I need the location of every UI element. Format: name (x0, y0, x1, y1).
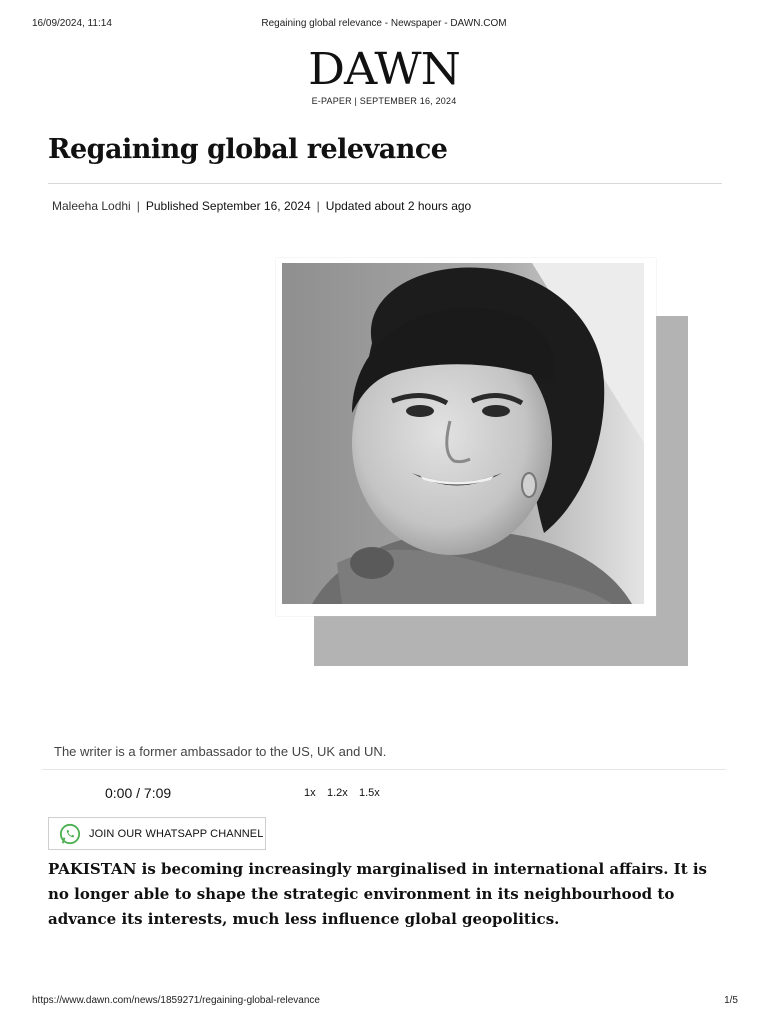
whatsapp-label: JOIN OUR WHATSAPP CHANNEL (89, 827, 264, 840)
edition-date: E-PAPER | SEPTEMBER 16, 2024 (311, 96, 457, 106)
headline-divider (48, 183, 722, 184)
speed-1.2x-button[interactable]: 1.2x (327, 787, 348, 799)
masthead (0, 44, 768, 106)
byline (52, 199, 471, 213)
audio-time: 0:00 / 7:09 (105, 785, 172, 801)
speed-1.5x-button[interactable]: 1.5x (359, 787, 380, 799)
whatsapp-icon (59, 823, 81, 845)
caption-divider (42, 769, 726, 770)
byline-separator: | (316, 199, 320, 213)
byline-separator: | (136, 199, 140, 213)
print-datetime: 16/09/2024, 11:14 (32, 18, 112, 29)
author-photo (282, 263, 644, 604)
audio-player (0, 785, 768, 805)
photo-shadow (655, 316, 688, 666)
print-url: https://www.dawn.com/news/1859271/regaining-global-relevance (32, 995, 320, 1006)
updated-time: Updated about 2 hours ago (325, 199, 472, 213)
speed-1x-button[interactable]: 1x (304, 787, 316, 799)
photo-frame (276, 258, 656, 616)
print-footer (0, 995, 768, 1009)
published-date: Published September 16, 2024 (145, 199, 311, 213)
article-headline: Regaining global relevance (48, 134, 448, 165)
print-page-title: Regaining global relevance - Newspaper - DAWN.COM (261, 18, 507, 29)
portrait-illustration (282, 263, 644, 604)
print-page-number: 1/5 (724, 995, 738, 1006)
photo-shadow (314, 616, 688, 666)
whatsapp-channel-button[interactable] (48, 817, 266, 850)
author-photo-block (276, 258, 688, 668)
print-header (0, 18, 768, 32)
photo-caption: The writer is a former ambassador to the US, UK and UN. (54, 744, 387, 759)
article-lead-paragraph: PAKISTAN is becoming increasingly marginalised in international affairs. It is no longer able to shape the strategic environment in its neighbourhood to advance its interests, much less influence global geopolitics. (48, 860, 707, 928)
author-link[interactable]: Maleeha Lodhi (52, 199, 131, 213)
dawn-logo[interactable]: DAWN (308, 43, 460, 95)
